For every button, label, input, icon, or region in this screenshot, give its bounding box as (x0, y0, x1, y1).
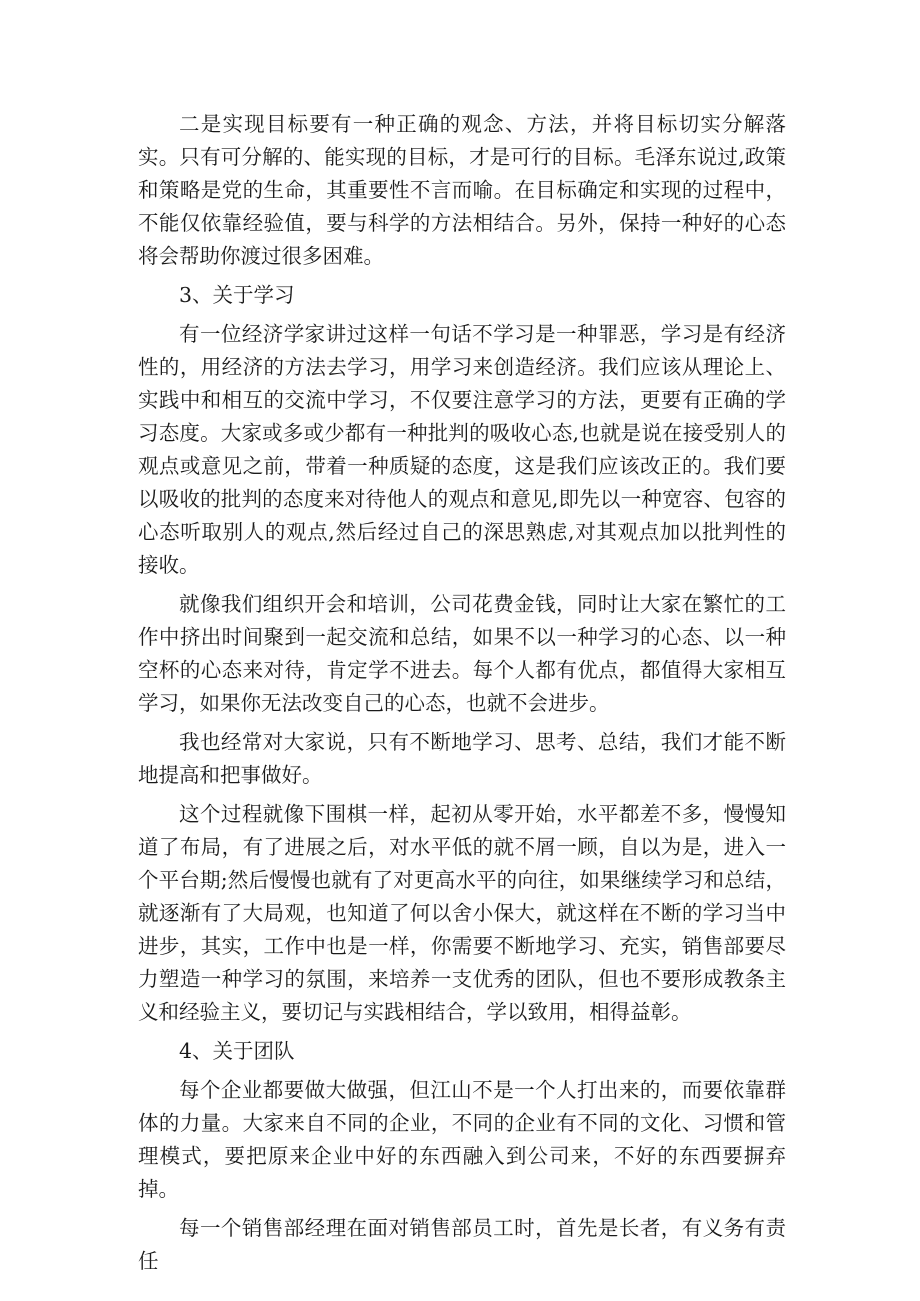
paragraph-team-strength: 每个企业都要做大做强，但江山不是一个人打出来的，而要依靠群体的力量。大家来自不同的企业，不同的企业有不同的文化、习惯和管理模式，要把原来企业中好的东西融入到公司来，不好的东西要摒弃掉。 (138, 1078, 786, 1201)
section-heading-learning: 3、关于学习 (179, 283, 295, 307)
section-heading-team: 4、关于团队 (179, 1039, 295, 1063)
paragraph-continuous-learning: 我也经常对大家说，只有不断地学习、思考、总结，我们才能不断地提高和把事做好。 (138, 730, 786, 787)
paragraph-sales-manager: 每一个销售部经理在面对销售部员工时，首先是长者，有义务有责任 (138, 1216, 786, 1273)
paragraph-meetings-training: 就像我们组织开会和培训，公司花费金钱，同时让大家在繁忙的工作中挤出时间聚到一起交流和总结，如果不以一种学习的心态、以一种空杯的心态来对待，肯定学不进去。每个人都有优点，都值得大家相互学习，如果你无法改变自己的心态，也就不会进步。 (138, 592, 786, 715)
document-body (138, 108, 786, 1284)
paragraph-economist-quote: 有一位经济学家讲过这样一句话不学习是一种罪恶，学习是有经济性的，用经济的方法去学习，用学习来创造经济。我们应该从理论上、实践中和相互的交流中学习，不仅要注意学习的方法，更要有正确的学习态度。大家或多或少都有一种批判的吸收心态,也就是说在接受别人的观点或意见之前，带着一种质疑的态度，这是我们应该改正的。我们要以吸收的批判的态度来对待他人的观点和意见,即先以一种宽容、包容的心态听取别人的观点,然后经过自己的深思熟虑,对其观点加以批判性的接收。 (138, 322, 786, 577)
paragraph-go-game-analogy: 这个过程就像下围棋一样，起初从零开始，水平都差不多，慢慢知道了布局，有了进展之后，对水平低的就不屑一顾，自以为是，进入一个平台期;然后慢慢也就有了对更高水平的向往，如果继续学习和总结，就逐渐有了大局观，也知道了何以舍小保大，就这样在不断的学习当中进步，其实，工作中也是一样，你需要不断地学习、充实，销售部要尽力塑造一种学习的氛围，来培养一支优秀的团队，但也不要形成教条主义和经验主义，要切记与实践相结合，学以致用，相得益彰。 (138, 802, 786, 1024)
paragraph-goal-method: 二是实现目标要有一种正确的观念、方法，并将目标切实分解落实。只有可分解的、能实现的目标，才是可行的目标。毛泽东说过,政策和策略是党的生命，其重要性不言而喻。在目标确定和实现的过程中，不能仅依靠经验值，要与科学的方法相结合。另外，保持一种好的心态将会帮助你渡过很多困难。 (138, 112, 786, 268)
